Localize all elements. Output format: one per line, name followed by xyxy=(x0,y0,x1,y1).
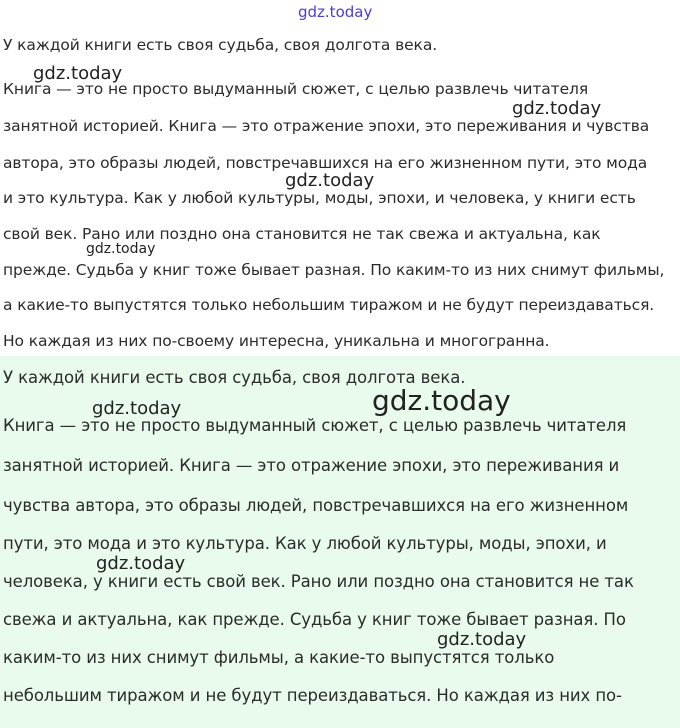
text-line: Книга — это не просто выдуманный сюжет, с целью развлечь читателя xyxy=(3,80,589,98)
text-line: небольшим тиражом и не будут переиздаваться. Но каждая из них по- xyxy=(3,686,622,705)
text-line: свой век. Рано или поздно она становится не так свежа и актуальна, как xyxy=(3,225,601,243)
text-line: У каждой книги есть своя судьба, своя долгота века. xyxy=(3,36,438,54)
text-line: автора, это образы людей, повстречавшихся на его жизненном пути, это мода xyxy=(3,154,648,172)
text-line: чувства автора, это образы людей, повстречавшихся на его жизненном xyxy=(3,496,629,515)
watermark: gdz.today xyxy=(92,398,182,419)
text-line: каким-то из них снимут фильмы, а какие-то выпустятся только xyxy=(3,648,555,667)
text-line: человека, у книги есть свой век. Рано или поздно она становится не так xyxy=(3,572,634,591)
text-line: Книга — это не просто выдуманный сюжет, с целью развлечь читателя xyxy=(3,416,627,435)
watermark: gdz.today xyxy=(372,384,511,417)
text-line: пути, это мода и это культура. Как у любой культуры, моды, эпохи, и xyxy=(3,534,607,553)
watermark: gdz.today xyxy=(96,553,186,574)
watermark: gdz.today xyxy=(86,241,156,257)
watermark: gdz.today xyxy=(512,98,602,119)
watermark: gdz.today xyxy=(285,170,375,191)
text-line: Но каждая из них по-своему интересна, уникальна и многогранна. xyxy=(3,332,550,350)
text-line: прежде. Судьба у книг тоже бывает разная. По каким-то из них снимут фильмы, xyxy=(3,261,665,279)
text-line: занятной историей. Книга — это отражение эпохи, это переживания и чувства xyxy=(3,117,650,135)
watermark: gdz.today xyxy=(33,63,123,84)
text-line: а какие-то выпустятся только небольшим тиражом и не будут переиздаваться. xyxy=(3,296,655,314)
watermark: gdz.today xyxy=(437,629,527,650)
text-line: занятной историей. Книга — это отражение эпохи, это переживания и xyxy=(3,456,620,475)
text-line: свежа и актуальна, как прежде. Судьба у книг тоже бывает разная. По xyxy=(3,610,626,629)
text-line: и это культура. Как у любой культуры, моды, эпохи, и человека, у книги есть xyxy=(3,189,636,207)
watermark: gdz.today xyxy=(298,3,373,21)
text-line: У каждой книги есть своя судьба, своя долгота века. xyxy=(3,368,466,387)
